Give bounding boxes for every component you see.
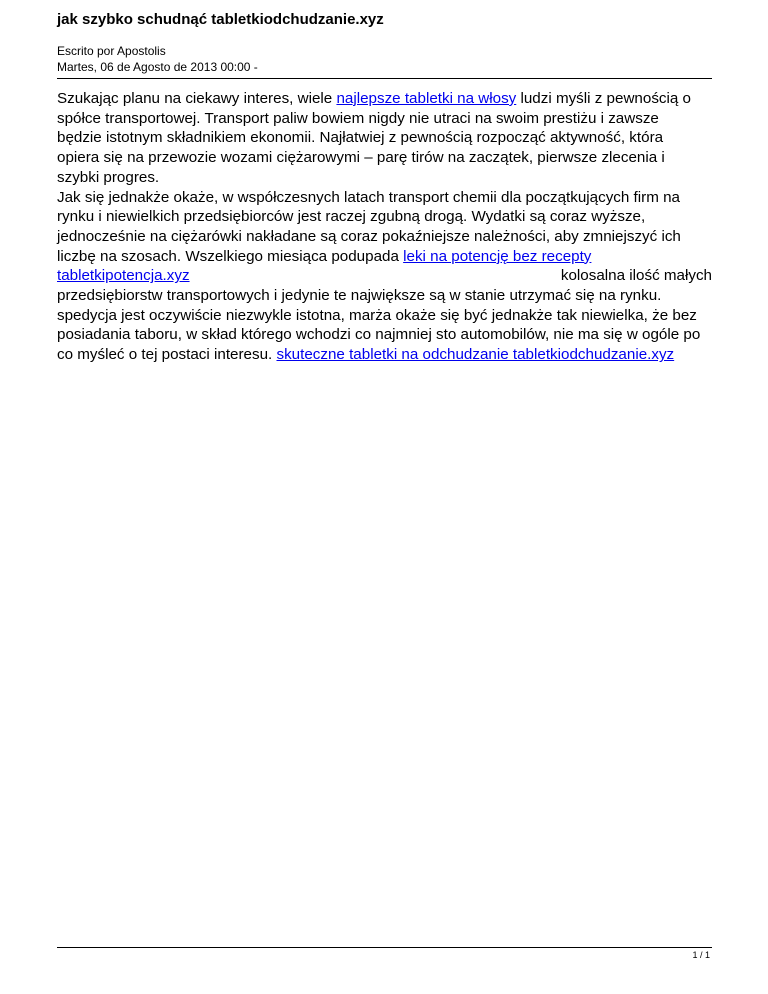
text-line: szybki progres.: [57, 168, 160, 186]
link-leki-na-potencje-bez-recepty[interactable]: leki na potencję bez recepty: [403, 247, 592, 265]
text-line: rynku i niewielkich przedsiębiorców jest raczej zgubną drogą. Wydatki są coraz wyższe,: [57, 208, 646, 226]
text-fragment: co myśleć o tej postaci interesu.: [57, 346, 277, 364]
article-meta: [57, 43, 258, 75]
text-line: przedsiębiorstw transportowych i jedynie te największe są w stanie utrzymać się na rynku.: [57, 287, 662, 305]
text-fragment: liczbę na szosach. Wszelkiego miesiąca podupada: [57, 247, 404, 265]
text-fragment: Szukając planu na ciekawy interes, wiele: [57, 90, 337, 107]
text-line: będzie istotnym składnikiem ekonomii. Najłatwiej z pewnością rozpocząć aktywność, która: [57, 129, 664, 147]
text-line: opiera się na przewozie wozami ciężarowymi – parę tirów na zaczątek, pierwsze zlecenia i: [57, 149, 665, 167]
text-fragment: ludzi myśli z pewnością o: [516, 90, 691, 107]
paragraph-1: [57, 89, 712, 188]
footer-divider: [57, 947, 712, 948]
text-line: spółce transportowej. Transport paliw bowiem nigdy nie utraci na swoim prestiżu i zawsze: [57, 109, 659, 127]
page-title: jak szybko schudnąć tabletkiodchudzanie.xyz: [57, 11, 384, 28]
text-line: spedycja jest oczywiście niezwykle istotna, marża okaże się być jednakże tak niewielka, że bez: [57, 306, 697, 324]
author-line: Escrito por Apostolis: [57, 44, 166, 58]
article-body: [57, 89, 712, 365]
paragraph-2: [57, 188, 712, 365]
text-line: [57, 89, 712, 109]
text-fragment: kolosalna ilość małych: [560, 267, 712, 285]
link-najlepsze-tabletki-na-wlosy[interactable]: najlepsze tabletki na włosy: [336, 90, 517, 107]
date-line: Martes, 06 de Agosto de 2013 00:00 -: [57, 60, 258, 74]
text-line: [57, 266, 712, 286]
text-line: [57, 345, 712, 365]
text-line: jednocześnie na ciężarówki nakładane są coraz pokaźniejsze należności, aby zmniejszyć ich: [57, 227, 681, 245]
text-line: [57, 247, 712, 267]
page-number: 1 / 1: [692, 950, 710, 960]
link-tabletkipotencja-xyz[interactable]: tabletkipotencja.xyz: [57, 267, 190, 285]
text-line: Jak się jednakże okaże, w współczesnych latach transport chemii dla początkujących firm na: [57, 188, 680, 206]
header-divider: [57, 78, 712, 79]
text-line: posiadania taboru, w skład którego wchodzi co najmniej sto automobilów, nie ma się w ogóle po: [57, 326, 701, 344]
link-skuteczne-tabletki-na-odchudzanie[interactable]: skuteczne tabletki na odchudzanie tabletkiodchudzanie.xyz: [276, 346, 675, 364]
